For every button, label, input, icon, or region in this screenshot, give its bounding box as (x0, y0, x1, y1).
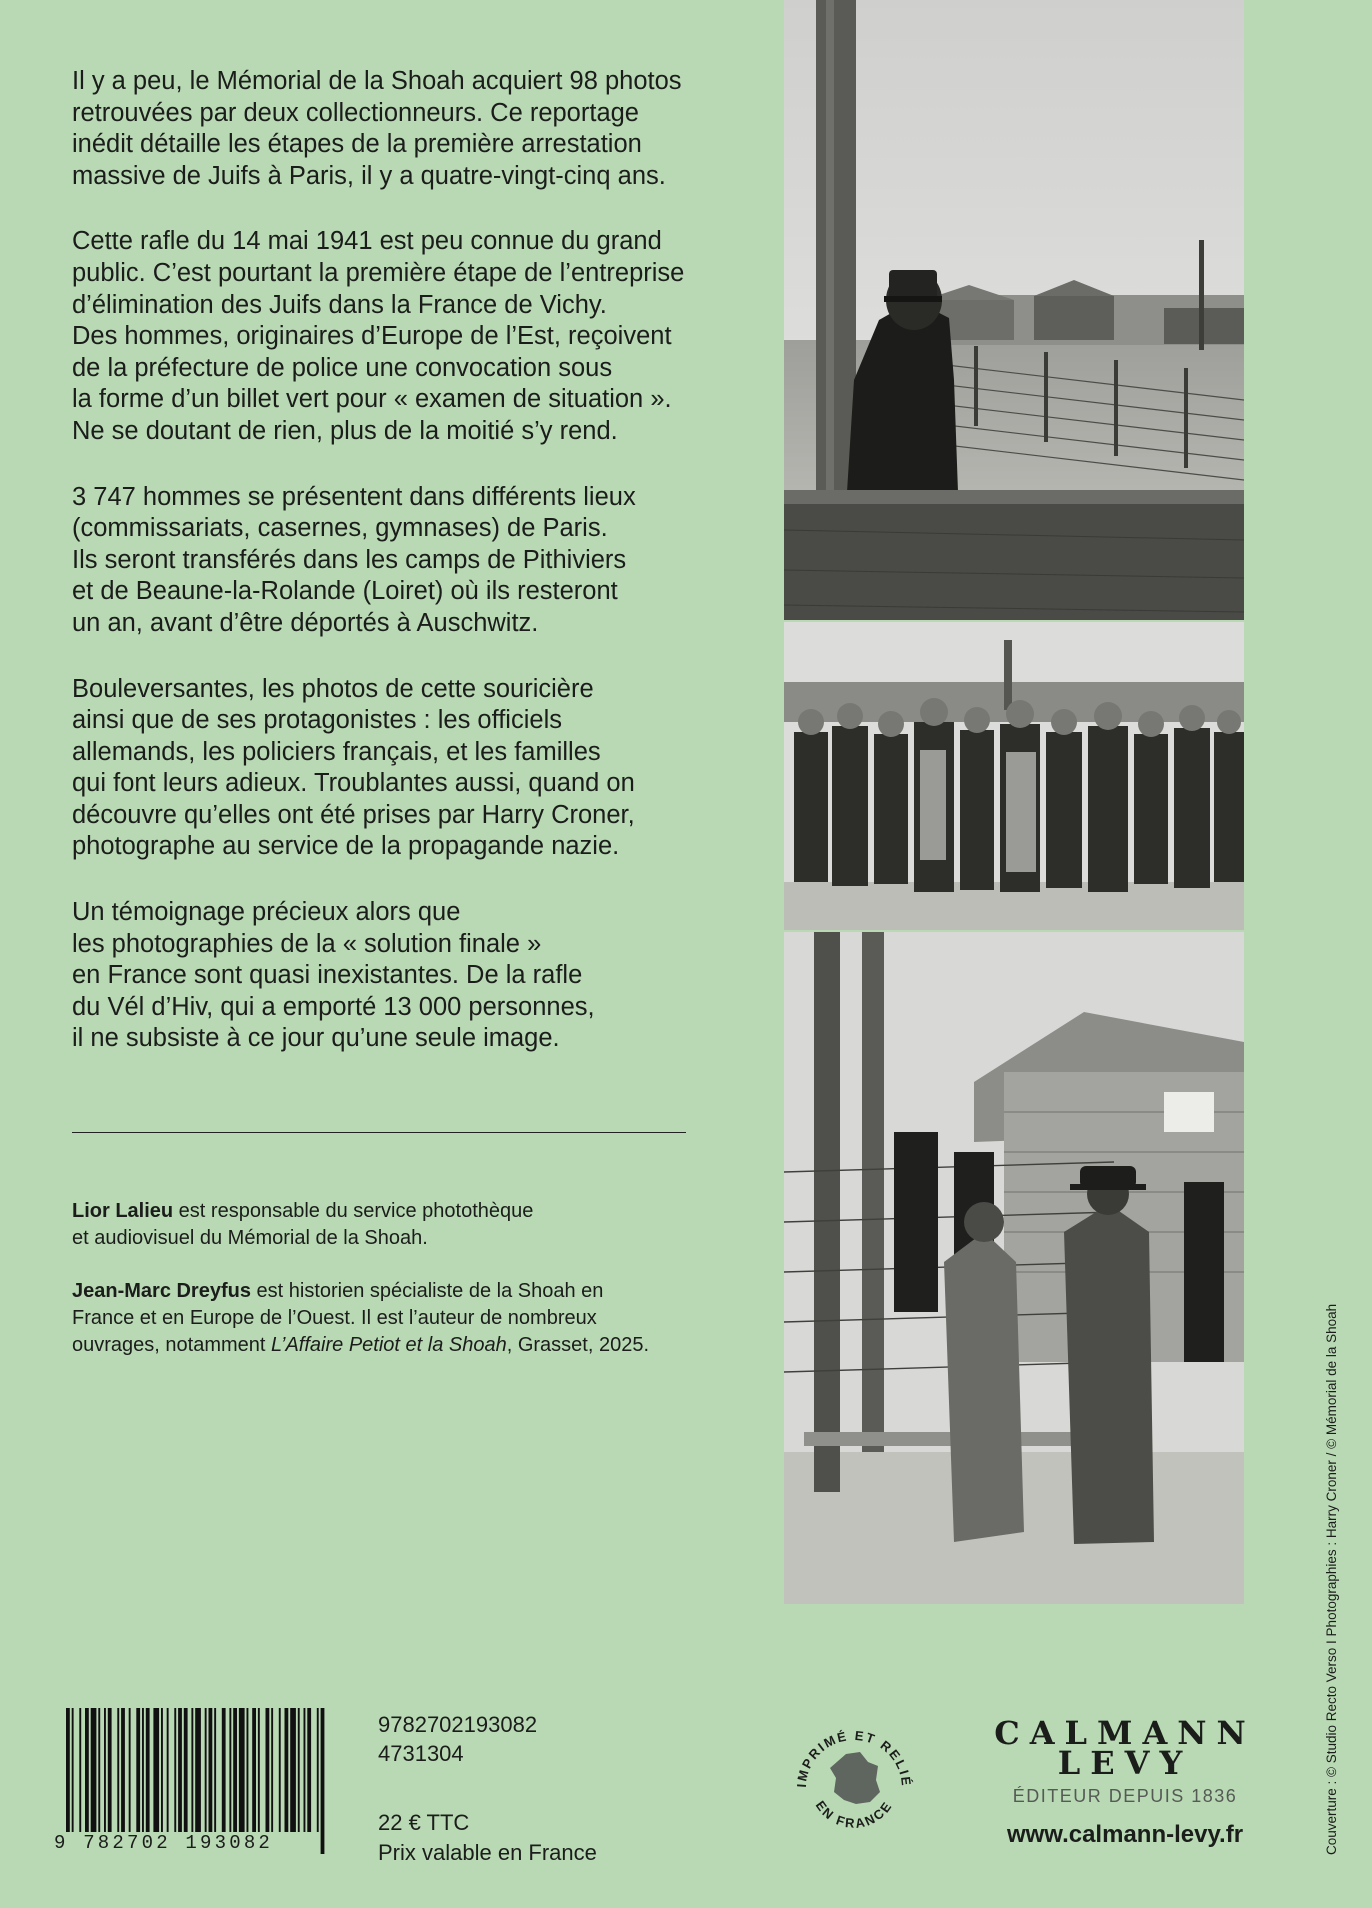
text-line: public. C’est pourtant la première étape de l’entreprise (72, 258, 685, 287)
bio-text: ouvrages, notamment (72, 1334, 271, 1356)
price-block (378, 1808, 597, 1868)
barcode-bar (191, 1708, 193, 1832)
product-code: 4731304 (378, 1741, 464, 1766)
text-line: (commissariats, casernes, gymnases) de Paris. (72, 514, 608, 543)
barcode-bar (205, 1708, 207, 1832)
text-line: qui font leurs adieux. Troublantes aussi, quand on (72, 769, 635, 798)
text-line: et de Beaune-la-Rolande (Loiret) où ils resteront (72, 577, 618, 606)
barcode-bar (239, 1708, 245, 1832)
summary-paragraph-5 (72, 897, 712, 1055)
barcode-bar (79, 1708, 81, 1832)
text-line: allemands, les policiers français, et les familles (72, 737, 601, 766)
barcode-bar (298, 1708, 300, 1832)
photo-gate (784, 932, 1244, 1604)
barcode-bar (91, 1708, 97, 1832)
publisher-logo-line1: CALMANN (994, 1714, 1256, 1752)
barcode-bar (98, 1708, 100, 1832)
text-line: Un témoignage précieux alors que (72, 898, 461, 927)
summary-paragraph-3 (72, 482, 712, 640)
divider-rule (72, 1132, 686, 1133)
text-line: la forme d’un billet vert pour « examen de situation ». (72, 385, 672, 414)
photo-watchtower-image (784, 0, 1244, 620)
barcode-bar (161, 1708, 163, 1832)
barcode-bar (195, 1708, 201, 1832)
photo-crowd (784, 622, 1244, 930)
text-line: de la préfecture de police une convocation sous (72, 353, 613, 382)
seal-graphic (784, 1712, 924, 1852)
publisher-block (980, 1714, 1270, 1849)
text-line: inédit détaille les étapes de la première arrestation (72, 130, 642, 159)
text-line: Cette rafle du 14 mai 1941 est peu connue du grand (72, 227, 662, 256)
photo-crowd-image (784, 622, 1244, 930)
barcode-bar (222, 1708, 226, 1832)
barcode-bar (209, 1708, 213, 1832)
text-line: Des hommes, originaires d’Europe de l’Est, reçoivent (72, 322, 672, 351)
publisher-website[interactable]: www.calmann-levy.fr (1006, 1821, 1244, 1848)
text-line: Bouleversantes, les photos de cette souricière (72, 674, 594, 703)
barcode-bar (121, 1708, 125, 1832)
barcode-bar (317, 1708, 319, 1832)
text-line: Ils seront transférés dans les camps de Pithiviers (72, 545, 627, 574)
text-line: découvre qu’elles ont été prises par Harry Croner, (72, 800, 635, 829)
barcode-bar (285, 1708, 289, 1832)
bio-line (72, 1278, 712, 1305)
bio-line (72, 1332, 712, 1359)
bio-text: est responsable du service photothèque (173, 1200, 534, 1222)
bio-text: est historien spécialiste de la Shoah en (250, 1280, 604, 1302)
bio-text: , Grasset, 2025. (506, 1334, 650, 1356)
text-line: photographe au service de la propagande nazie. (72, 832, 620, 861)
price-note: Prix valable en France (378, 1840, 597, 1865)
summary-text (72, 66, 712, 1089)
book-title: L’Affaire Petiot et la Shoah (271, 1334, 507, 1356)
price-value: 22 € TTC (378, 1810, 470, 1835)
seal-top-text: IMPRIMÉ ET RELIÉ (793, 1727, 915, 1789)
barcode-bar (233, 1708, 237, 1832)
barcode-bar (146, 1708, 150, 1832)
barcode-bar (266, 1708, 270, 1832)
france-map-icon (830, 1752, 880, 1804)
barcode-bar (117, 1708, 119, 1832)
barcode-bar (108, 1708, 112, 1832)
text-line: du Vél d’Hiv, qui a emporté 13 000 personnes, (72, 992, 595, 1021)
barcode-bar (229, 1708, 231, 1832)
author-bio-lalieu (72, 1198, 712, 1252)
publisher-logo-line2: LEVY (1057, 1744, 1193, 1782)
text-line: ainsi que de ses protagonistes : les officiels (72, 706, 562, 735)
author-name: Jean-Marc Dreyfus (72, 1280, 251, 1302)
barcode-bar (142, 1708, 144, 1832)
barcode-bar (153, 1708, 159, 1832)
barcode-bar (178, 1708, 182, 1832)
summary-paragraph-2 (72, 226, 712, 447)
barcode-bar (174, 1708, 176, 1832)
text-line: 3 747 hommes se présentent dans différents lieux (72, 482, 636, 511)
seal-bottom-text: EN FRANCE (812, 1797, 896, 1831)
text-line: en France sont quasi inexistantes. De la rafle (72, 961, 583, 990)
barcode-bar (247, 1708, 249, 1832)
barcode-digits: 9 782702 193082 (54, 1832, 274, 1854)
text-line: un an, avant d’être déportés à Auschwitz. (72, 608, 539, 637)
text-line: massive de Juifs à Paris, il y a quatre-vingt-cinq ans. (72, 161, 666, 190)
text-line: Ne se doutant de rien, plus de la moitié s’y rend. (72, 416, 618, 445)
text-line: Il y a peu, le Mémorial de la Shoah acquiert 98 photos (72, 67, 682, 95)
barcode-bar (321, 1708, 325, 1854)
text-line: les photographies de la « solution finale » (72, 929, 542, 958)
made-in-france-seal (784, 1712, 924, 1852)
isbn-number: 9782702193082 (378, 1712, 538, 1737)
barcode-bar (85, 1708, 89, 1832)
bio-line: et audiovisuel du Mémorial de la Shoah. (72, 1227, 428, 1249)
bio-line (72, 1198, 712, 1225)
author-name: Lior Lalieu (72, 1200, 174, 1222)
barcode-bar (167, 1708, 169, 1832)
isbn-block (378, 1710, 537, 1768)
photo-watchtower (784, 0, 1244, 620)
text-line: retrouvées par deux collectionneurs. Ce reportage (72, 98, 639, 127)
barcode-bar (129, 1708, 131, 1832)
barcode-bar (184, 1708, 188, 1832)
photo-credits: Couverture : © Studio Recto Verso I Photographies : Harry Croner / © Mémorial de la Shoah (1324, 1303, 1339, 1855)
bio-line: France et en Europe de l’Ouest. Il est l’auteur de nombreux (72, 1307, 597, 1329)
summary-paragraph-1 (72, 66, 712, 192)
publisher-subtitle: ÉDITEUR DEPUIS 1836 (1012, 1786, 1238, 1806)
text-line: il ne subsiste à ce jour qu’une seule image. (72, 1024, 560, 1053)
barcode-bar (279, 1708, 281, 1832)
barcode-bar (290, 1708, 296, 1832)
barcode-bar (136, 1708, 140, 1832)
barcode-bar (307, 1708, 311, 1832)
summary-paragraph-4 (72, 674, 712, 864)
barcode-bar (304, 1708, 306, 1832)
barcode-bar (271, 1708, 273, 1832)
text-line: d’élimination des Juifs dans la France de Vichy. (72, 290, 607, 319)
barcode-bar (214, 1708, 216, 1832)
author-bio-dreyfus (72, 1278, 712, 1359)
photo-gate-image (784, 932, 1244, 1604)
barcode-bar (258, 1708, 260, 1832)
barcode-bar (104, 1708, 106, 1832)
